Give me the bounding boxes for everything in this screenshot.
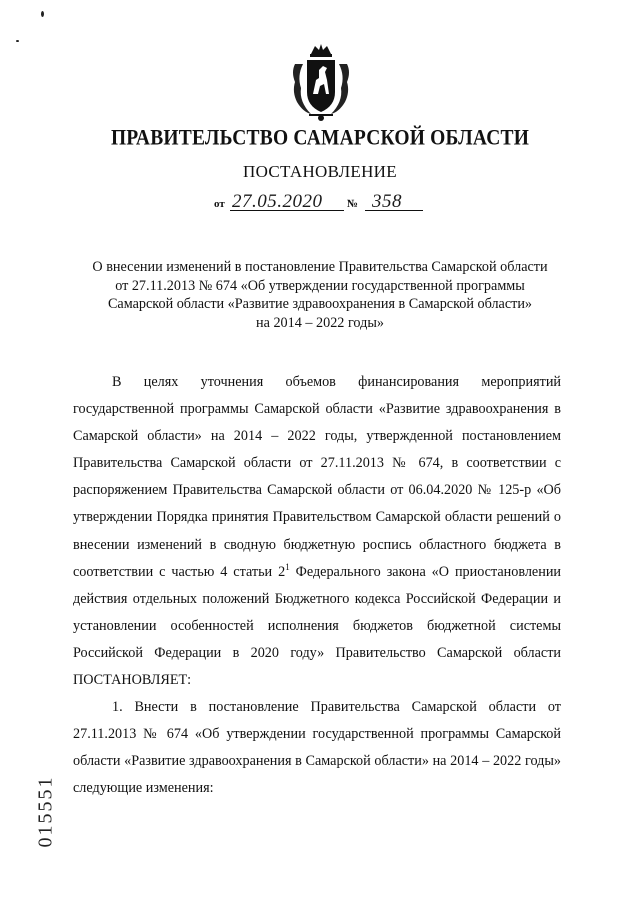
document-body (73, 369, 561, 803)
subject-line: от 27.11.2013 № 674 «Об утверждении государственной программы (115, 277, 525, 294)
subject-line: Самарской области «Развитие здравоохранения в Самарской области» (107, 296, 533, 312)
handwritten-date: 27.05.2020 (232, 191, 323, 212)
article-superscript: 1 (285, 561, 290, 572)
subject-line: на 2014 – 2022 годы» (256, 314, 384, 331)
document-type: ПОСТАНОВЛЕНИЕ (243, 162, 397, 181)
samara-coat-of-arms-icon (289, 42, 353, 122)
subject-line: О внесении изменений в постановление Правительства Самарской области (92, 259, 548, 275)
scan-speck (16, 40, 19, 42)
number-prefix: № (347, 198, 359, 210)
body-paragraph-1: В целях уточнения объемов финансирования мероприятий государственной программы Самарской области «Развитие здравоохранения в Самарской области» на 2014 – 2022 годы, утвержденной постановлением Правительства Самарской области от 27.11.2013 № 674, в соответствии с распоряжением Правительства Самарской области от 06.04.2020 № 125-р «Об утверждении Порядка принятия Правительством Самарской области решений о внесении изменений в сводную бюджетную роспись областного бюджета в соответствии с частью 4 статьи $2^1$ Федерального закона «О приостановлении действия отдельных положений Бюджетного кодекса Российской Федерации и установлении особенностей исполнения бюджетов бюджетной системы Российской Федерации в 2020 году» Правительство Самарской области ПОСТАНОВЛЯЕТ: (73, 374, 562, 689)
margin-serial-number: 015551 (34, 775, 57, 848)
document-subject (60, 258, 580, 332)
date-number-line (214, 191, 424, 216)
body-paragraph-2: 1. Внести в постановление Правительства Самарской области от 27.11.2013 № 674 «Об утверждении государственной программы Самарской области «Развитие здравоохранения в Самарской области» на 2014 – 2022 годы» следующие изменения: (73, 699, 561, 797)
scan-speck (41, 11, 44, 17)
government-title: ПРАВИТЕЛЬСТВО САМАРСКОЙ ОБЛАСТИ (110, 126, 530, 151)
date-prefix: от (214, 198, 225, 210)
handwritten-number: 358 (372, 191, 402, 212)
